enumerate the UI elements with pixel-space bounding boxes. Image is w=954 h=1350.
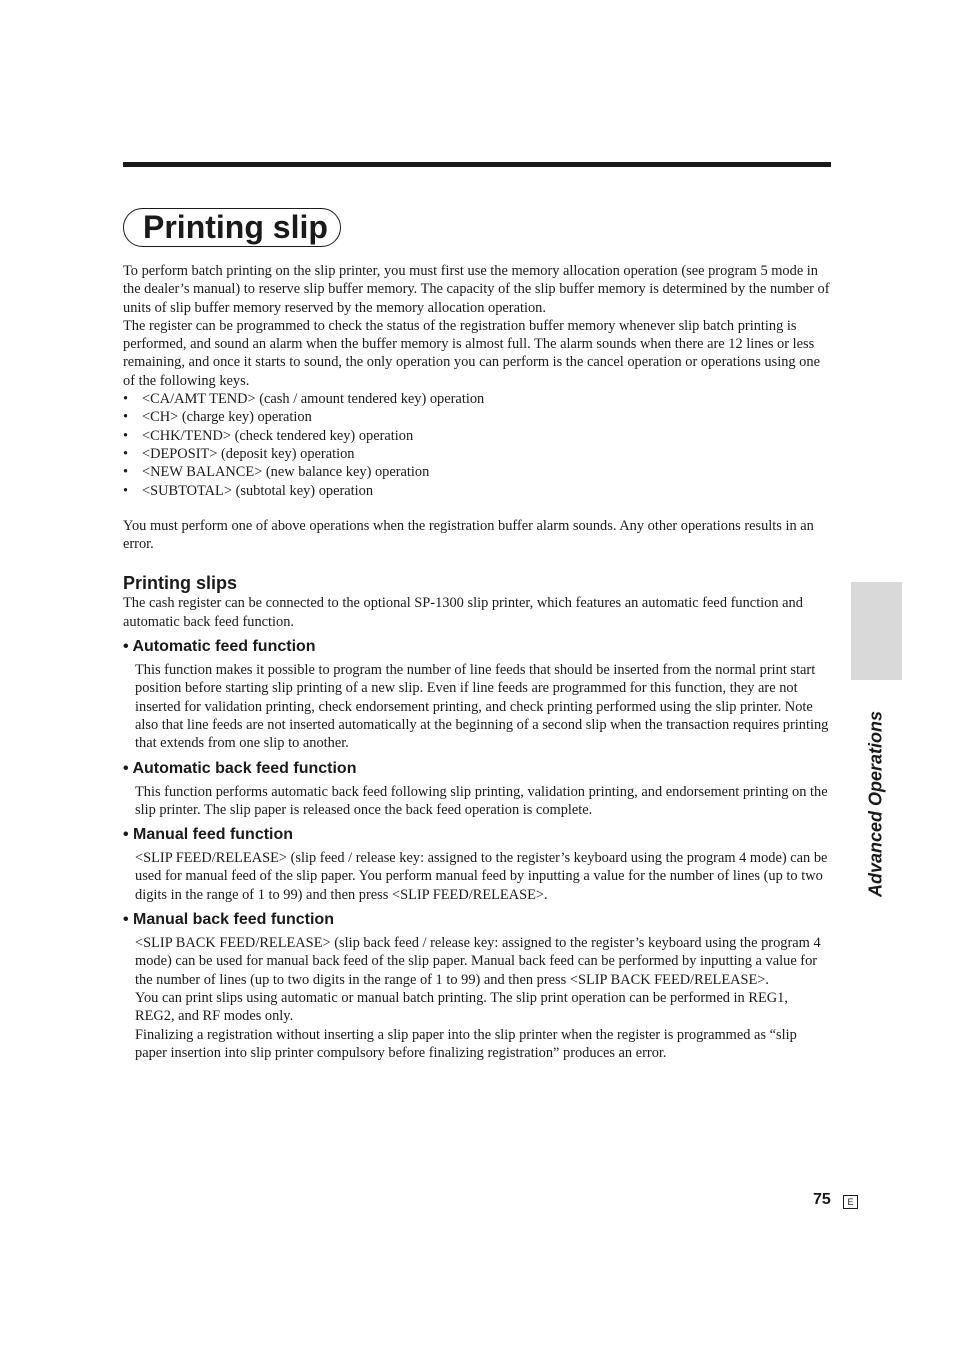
automatic-back-feed-body: This function performs automatic back feed following slip printing, validation printing, and endorsement printing on the slip printer. The slip paper is released once the back feed operation is complete. [135, 783, 828, 818]
page-title: Printing slip [143, 209, 328, 245]
intro-paragraph-1: To perform batch printing on the slip printer, you must first use the memory allocation operation (see program 5 mode in the dealer’s manual) to reserve slip buffer memory. The capacity of the slip buffer memory is determined by the number of units of slip buffer memory reserved by the memory allocation operation. [123, 263, 830, 316]
section-tab-marker [851, 582, 902, 680]
intro-paragraph-2: The register can be programmed to check the status of the registration buffer memory whenever slip batch printing is performed, and sound an alarm when the buffer memory is almost full. The alarm sounds when there are 12 lines or less remaining, and once it starts to sound, the only operation you can perform is the cancel operation or operations using one of the following keys. [123, 317, 820, 389]
language-badge: E [843, 1195, 858, 1209]
main-content [123, 262, 831, 1062]
list-item: • <SUBTOTAL> (subtotal key) operation [123, 482, 831, 500]
printing-slips-intro: The cash register can be connected to the optional SP-1300 slip printer, which features an automatic feed function and automatic back feed function. [123, 595, 803, 630]
intro-paragraph-3: You must perform one of above operations when the registration buffer alarm sounds. Any other operations results in an error. [123, 517, 814, 553]
manual-feed-body: <SLIP FEED/RELEASE> (slip feed / release key: assigned to the register’s keyboard using the program 4 mode) can be used for manual feed of the slip paper. You perform manual feed by inputting a value for the number of lines (up to two digits in the range of 1 to 99) and then press <SLIP FEED/RELEASE>. [135, 850, 828, 903]
list-item: • <CHK/TEND> (check tendered key) operation [123, 427, 831, 445]
manual-back-feed-note-1: You can print slips using automatic or manual batch printing. The slip print operation can be performed in REG1, REG2, and RF modes only. [135, 989, 788, 1025]
list-item: • <CH> (charge key) operation [123, 408, 831, 426]
list-item: • <CA/AMT TEND> (cash / amount tendered key) operation [123, 390, 831, 408]
page-number: 75 [813, 1191, 831, 1208]
list-item: • <DEPOSIT> (deposit key) operation [123, 445, 831, 463]
subheading-manual-feed: • Manual feed function [123, 826, 294, 844]
subheading-manual-back-feed: • Manual back feed function [123, 911, 334, 929]
list-item: • <NEW BALANCE> (new balance key) operation [123, 463, 831, 481]
top-rule [123, 162, 831, 167]
section-heading-printing-slips: Printing slips [123, 573, 238, 594]
key-operation-list [123, 390, 831, 500]
automatic-feed-body: This function makes it possible to program the number of line feeds that should be inserted from the normal print start position before starting slip printing of a new slip. Even if line feeds are programmed for this function, they are not inserted for validation printing, check endorsement printing, and check printing performed using the slip printer. Note also that line feeds are not inserted automatically at the beginning of a second slip when the transaction requires printing that extends from one slip to another. [135, 662, 829, 752]
manual-back-feed-note-2: Finalizing a registration without inserting a slip paper into the slip printer when the register is programmed as “slip paper insertion into slip printer compulsory before finalizing registration” produces an error. [135, 1026, 797, 1061]
page-title-box [123, 208, 341, 247]
side-tab-label: Advanced Operations [865, 710, 886, 898]
subheading-automatic-back-feed: • Automatic back feed function [123, 759, 357, 777]
subheading-automatic-feed: • Automatic feed function [123, 638, 316, 656]
manual-back-feed-body: <SLIP BACK FEED/RELEASE> (slip back feed / release key: assigned to the register’s keyboard using the program 4 mode) can be used for manual back feed of the slip paper. Manual back feed can be performed by inputting a value for the number of lines (up to two digits in the range of 1 to 99) and then press <SLIP BACK FEED/RELEASE>. [135, 935, 821, 988]
